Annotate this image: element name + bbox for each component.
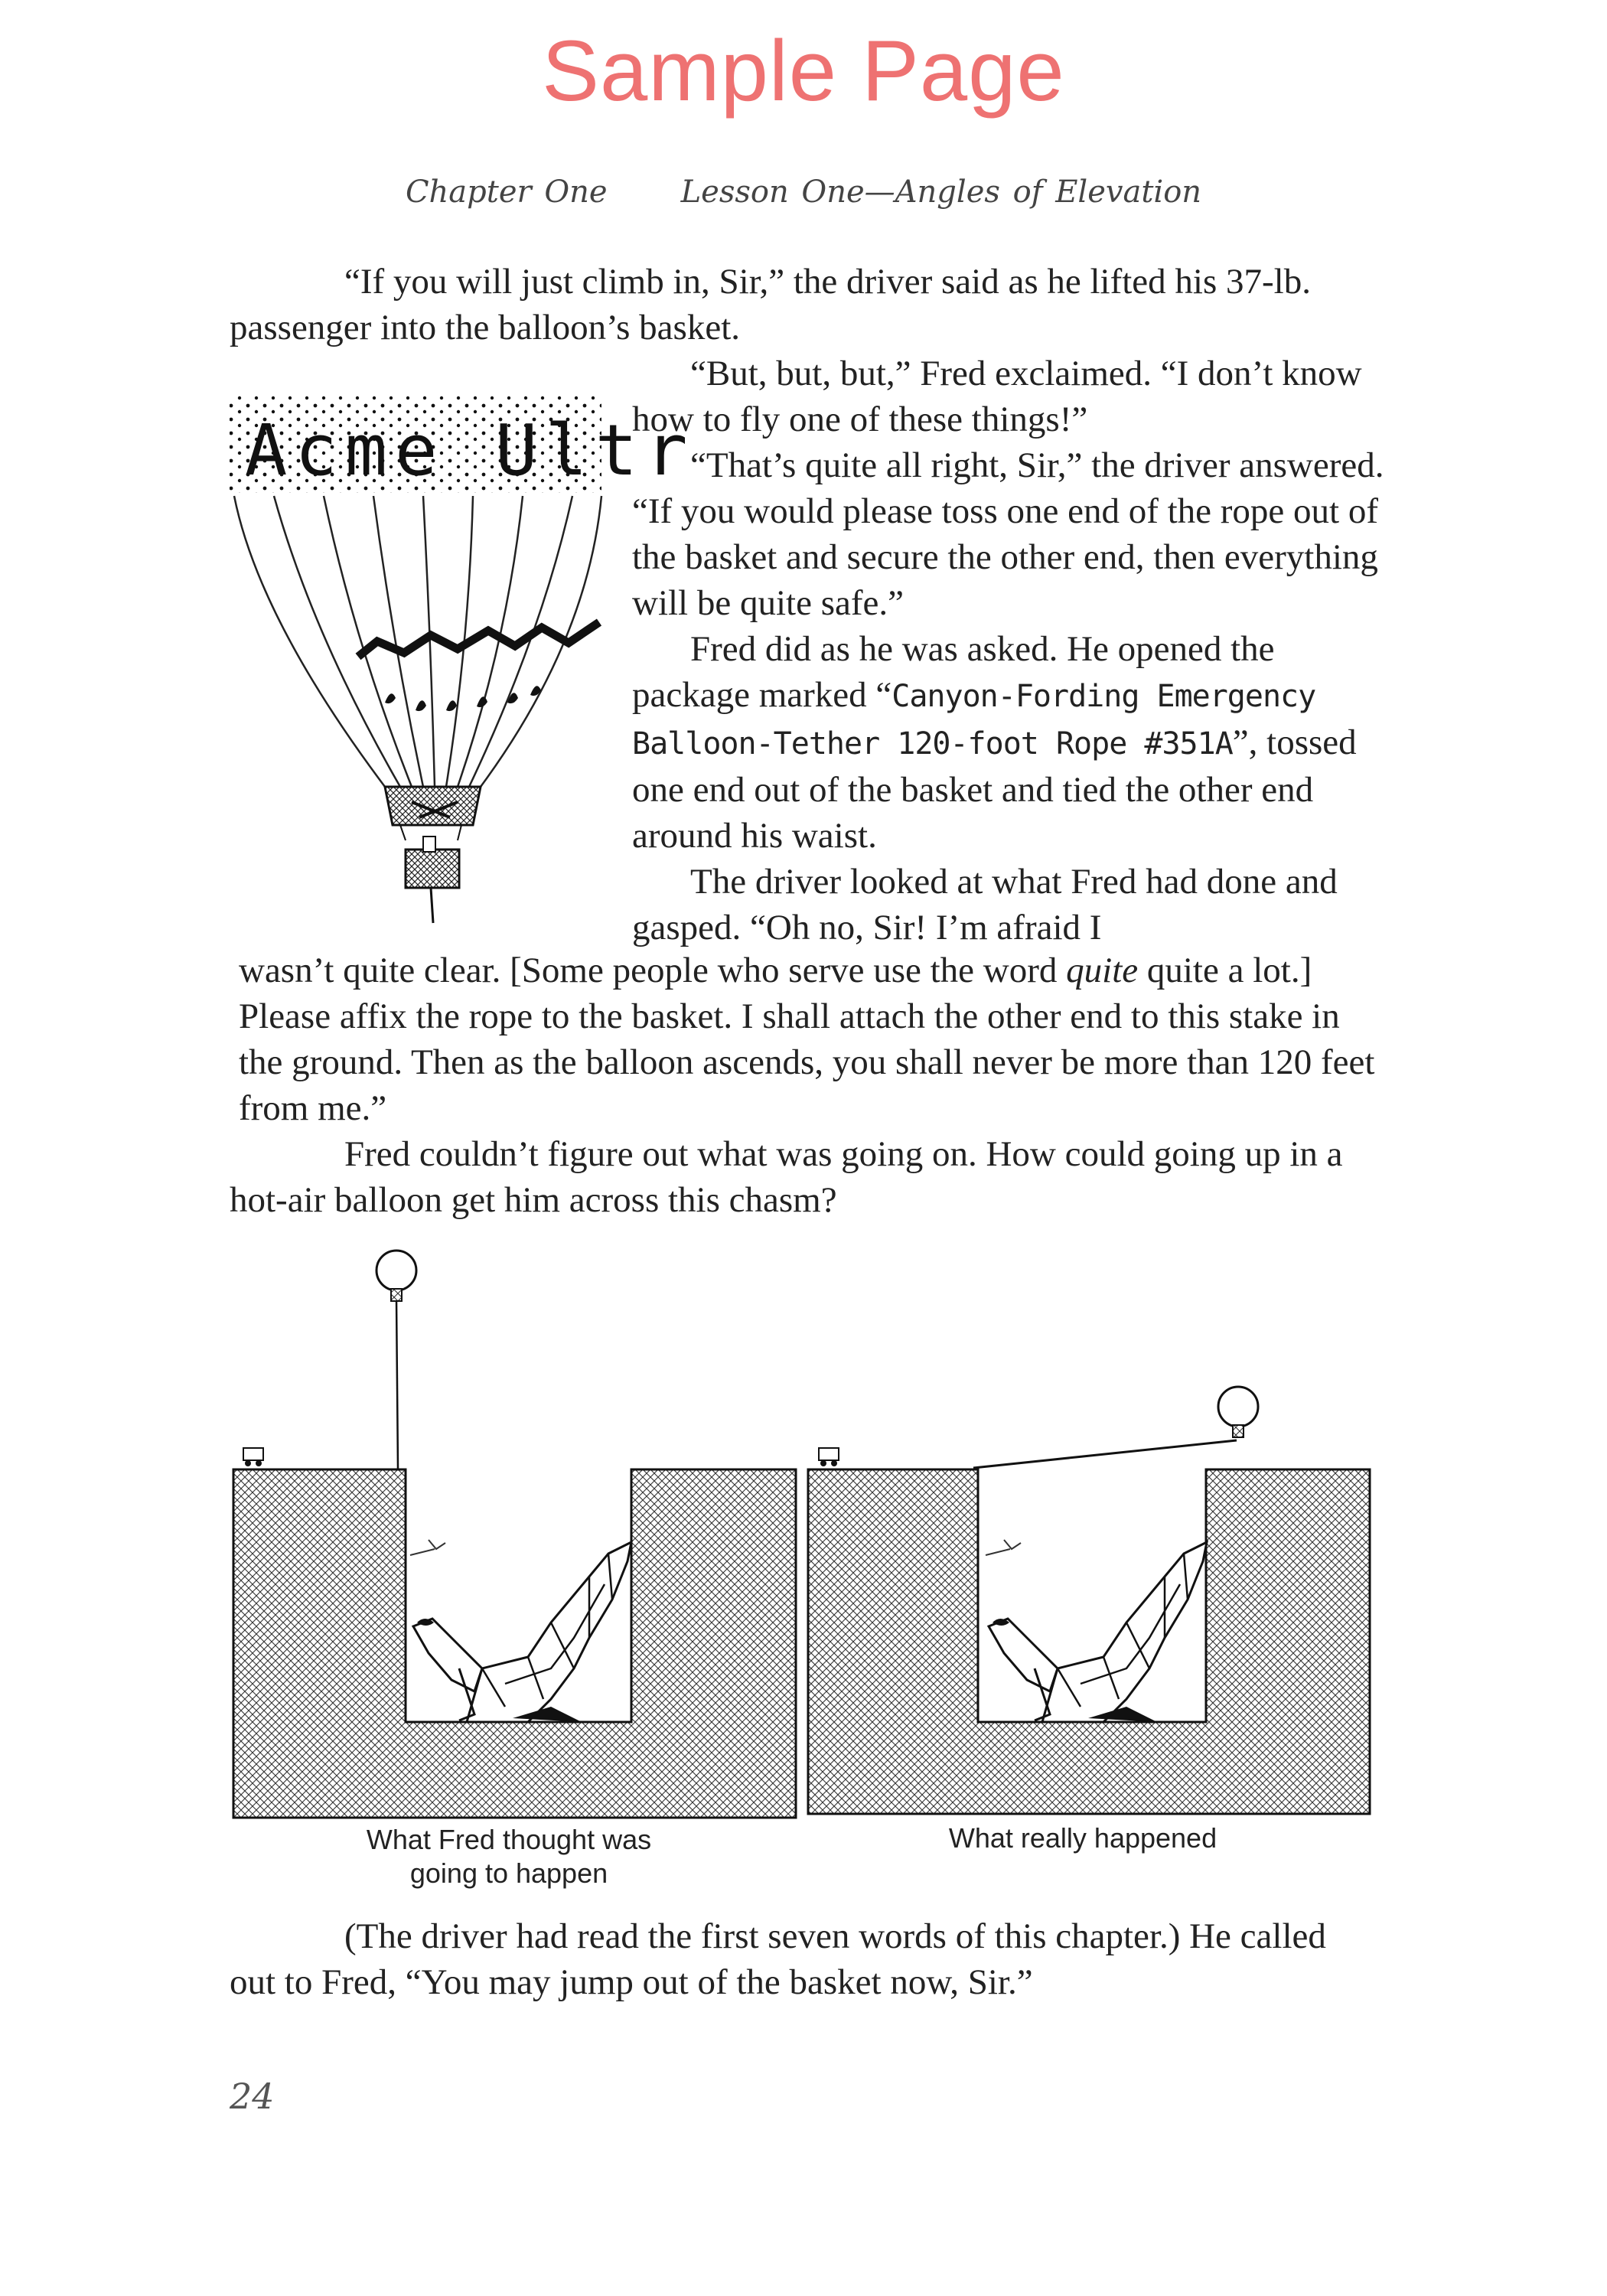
sample-page-watermark: Sample Page — [542, 23, 1065, 119]
full-width-block — [230, 947, 1377, 1223]
balloon-sign-text: Acme Ultr — [245, 409, 696, 491]
paragraph-1: “If you will just climb in, Sir,” the driver said as he lifted his 37-lb. passenger into the balloon’s basket. — [230, 262, 1311, 347]
paragraph-4 — [632, 626, 1390, 859]
page-number: 24 — [230, 2076, 275, 2117]
paragraph-6: Fred couldn’t figure out what was going on. How could going up in a hot-air balloon get him across this chasm? — [230, 1134, 1343, 1220]
quite-italic: quite — [1066, 951, 1139, 990]
paragraph-1-block — [230, 259, 1377, 351]
caption-left: What Fred thought was going to happen — [366, 1824, 652, 1889]
balloon-illustration — [228, 389, 696, 925]
caption-right: What really happened — [948, 1822, 1217, 1854]
paragraph-2: “But, but, but,” Fred exclaimed. “I don’t know how to fly one of these things!” — [632, 354, 1362, 439]
chapter-label: Chapter One — [405, 174, 608, 210]
lesson-label: Lesson One—Angles of Elevation — [680, 174, 1202, 210]
paragraph-7: (The driver had read the first seven words of this chapter.) He called out to Fred, “You may jump out of the basket now, Sir.” — [230, 1916, 1326, 2002]
paragraph-5-cont-b: quite a lot.] Please affix the rope to the basket. I shall attach the other end to this stake in the ground. Then as the balloon ascends, you shall never be more than 120 feet from me.” — [239, 951, 1375, 1128]
chasm-diagrams — [230, 1240, 1377, 1821]
paragraph-5-start: The driver looked at what Fred had done and gasped. “Oh no, Sir! I’m afraid I — [632, 862, 1338, 947]
paragraph-3: “That’s quite all right, Sir,” the driver answered. “If you would please toss one end of the rope out of the basket and secure the other end, then everything will be quite safe.” — [632, 445, 1384, 623]
paragraph-4-start: Fred did as he was asked. He opened the package marked “ — [632, 629, 1275, 715]
running-head — [0, 174, 1607, 210]
float-text-column — [632, 351, 1390, 951]
right-chasm-panel — [808, 1387, 1370, 1814]
left-chasm-panel — [233, 1251, 796, 1818]
package-label: Canyon-Fording Emergency Balloon-Tether 120-foot Rope #351A — [632, 679, 1316, 762]
paragraph-4-end: ”, tossed one end out of the basket and tied the other end around his waist. — [632, 722, 1357, 856]
paragraph-5-continued — [230, 947, 1377, 1131]
closing-block — [230, 1913, 1377, 2005]
paragraph-5-cont-a: wasn’t quite clear. [Some people who serve use the word — [239, 951, 1067, 990]
